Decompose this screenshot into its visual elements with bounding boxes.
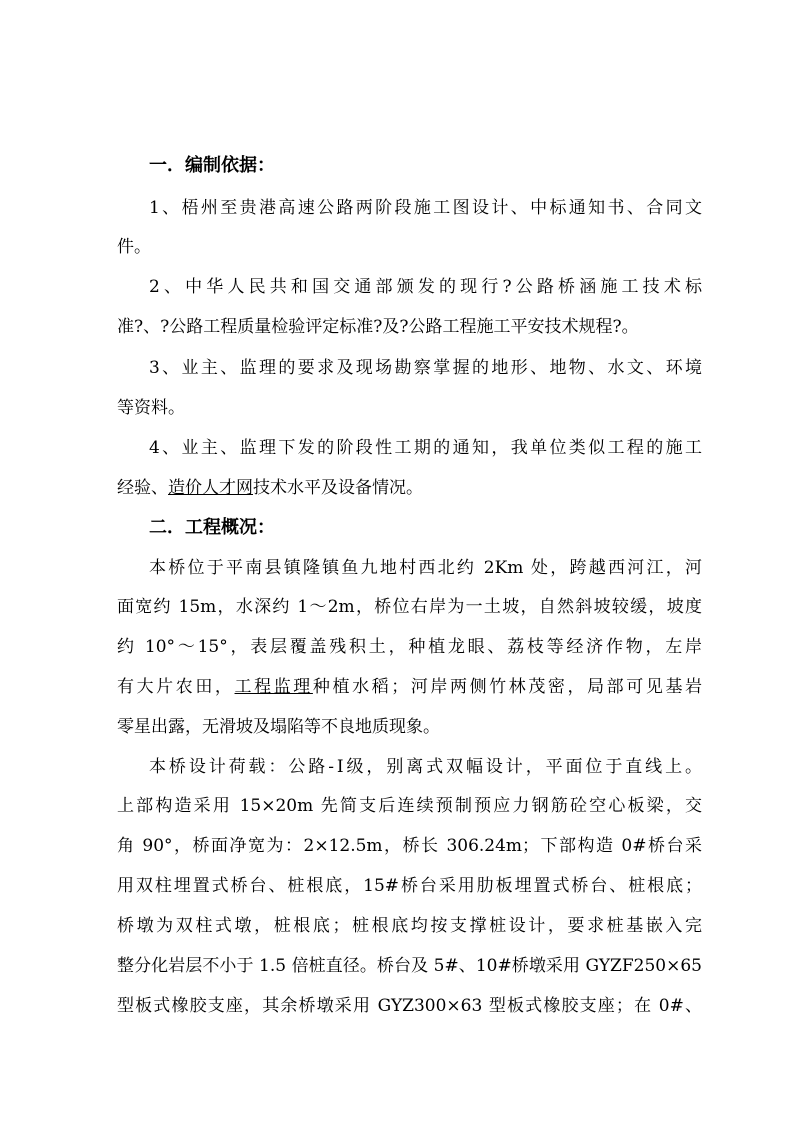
overview-para-2-line-2: 上部构造采用 15×20m 先简支后连续预制预应力钢筋砼空心板梁，交 (117, 796, 702, 816)
overview-para-2-line-1: 本桥设计荷载：公路-Ⅰ级，别离式双幅设计，平面位于直线上。 (149, 757, 702, 777)
section-heading-overview: 二．工程概况： (149, 517, 275, 538)
basis-item-1-line-1: 1、梧州至贵港高速公路两阶段施工图设计、中标通知书、合同文 (149, 198, 702, 218)
overview-para-1-line-3: 约 10°～15°，表层覆盖残积土，种植龙眼、荔枝等经济作物，左岸 (117, 637, 702, 657)
overview-para-2-line-3: 角 90°，桥面净宽为：2×12.5m，桥长 306.24m；下部构造 0#桥台采 (117, 836, 702, 856)
overview-para-1-text-after: 种植水稻；河岸两侧竹林茂密，局部可见基岩 (312, 677, 702, 697)
basis-item-4-line-1: 4、业主、监理下发的阶段性工期的通知，我单位类似工程的施工 (149, 438, 702, 458)
overview-para-2-line-5: 桥墩为双柱式墩，桩根底；桩根底均按支撑桩设计，要求桩基嵌入完 (117, 916, 702, 936)
talent-network-link[interactable]: 造价人才网 (168, 478, 253, 498)
basis-item-4-text-after: 技术水平及设备情况。 (253, 478, 423, 498)
basis-item-1-line-2: 件。 (117, 237, 151, 257)
overview-para-2-line-4: 用双柱埋置式桥台、桩根底，15#桥台采用肋板埋置式桥台、桩根底； (117, 876, 702, 896)
engineering-supervision-link[interactable]: 工程监理 (234, 677, 313, 697)
basis-item-4-line-2 (117, 477, 702, 499)
overview-para-1-line-1: 本桥位于平南县镇隆镇鱼九地村西北约 2Km 处，跨越西河江，河 (149, 558, 702, 578)
basis-item-3-line-1: 3、业主、监理的要求及现场勘察掌握的地形、地物、水文、环境 (149, 358, 702, 378)
overview-para-2-line-6: 整分化岩层不小于 1.5 倍桩直径。桥台及 5#、10#桥墩采用 GYZF250×65 (117, 956, 702, 976)
basis-item-2-line-2: 准?、?公路工程质量检验评定标准?及?公路工程施工平安技术规程?。 (117, 317, 639, 337)
basis-item-2-line-1: 2、中华人民共和国交通部颁发的现行?公路桥涵施工技术标 (149, 277, 702, 297)
basis-item-3-line-2: 等资料。 (117, 398, 185, 418)
basis-item-4-text-before: 经验、 (117, 478, 168, 498)
overview-para-2-line-7: 型板式橡胶支座，其余桥墩采用 GYZ300×63 型板式橡胶支座；在 0#、 (117, 996, 702, 1016)
overview-para-1-line-2: 面宽约 15m，水深约 1～2m，桥位右岸为一土坡，自然斜坡较缓，坡度 (117, 597, 702, 617)
overview-para-1-line-5: 零星出露，无滑坡及塌陷等不良地质现象。 (117, 717, 440, 737)
overview-para-1-line-4 (117, 676, 702, 698)
section-heading-basis: 一．编制依据： (149, 155, 275, 176)
overview-para-1-text-before: 有大片农田， (117, 677, 235, 697)
